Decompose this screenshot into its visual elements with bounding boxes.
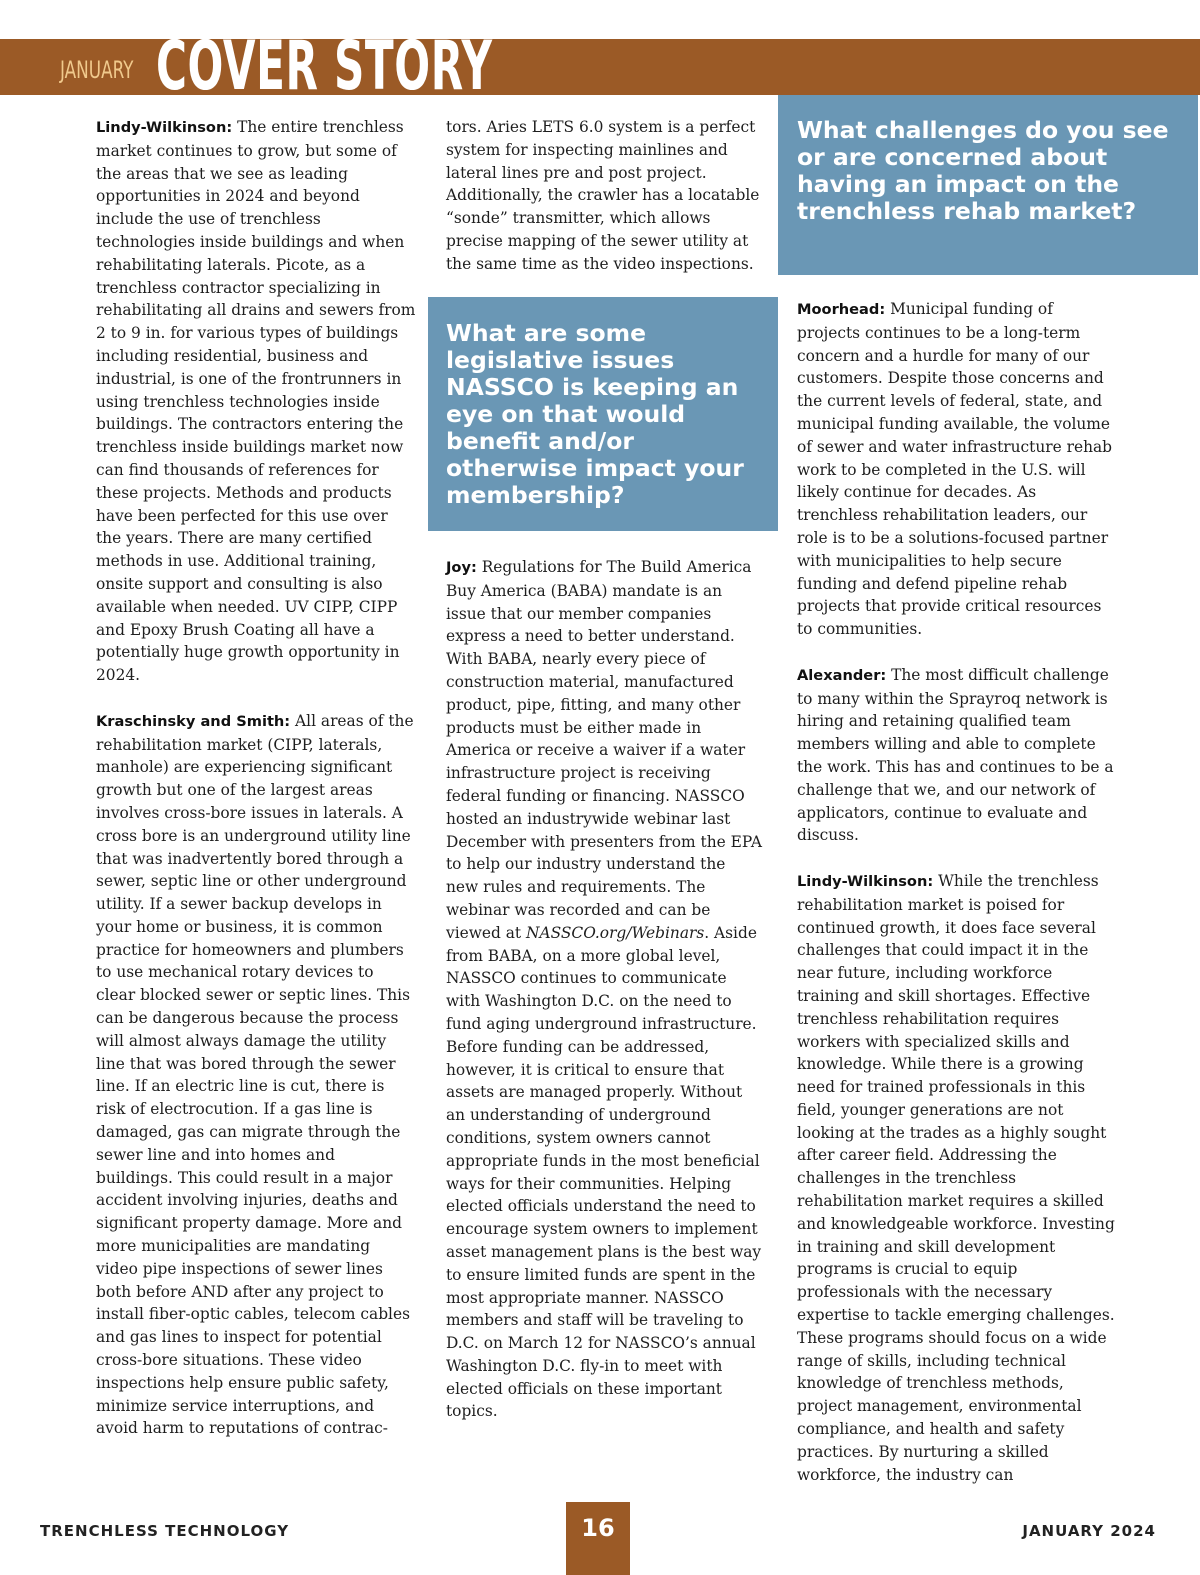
question-box-legislative: What are some legislative issues NASSCO is keeping an eye on that would benefit and/or otherwise impact your membership? <box>428 297 778 531</box>
column-3 <box>797 298 1115 1486</box>
question-box-challenges: What challenges do you see or are concerned about having an impact on the trenchless rehab market? <box>778 95 1198 275</box>
page-number: 16 <box>566 1502 630 1575</box>
paragraph <box>797 298 1115 641</box>
column-2-answer <box>446 556 762 1423</box>
paragraph <box>797 664 1115 847</box>
banner-section-title: COVER STORY <box>156 27 493 106</box>
speaker-name: Joy: <box>446 559 477 576</box>
speaker-name: Kraschinsky and Smith: <box>96 712 291 730</box>
webinar-reference: NASSCO.org/Webinars <box>526 923 705 942</box>
paragraph-text: The most difficult challenge to many within the Sprayroq network is hiring and retaining qualified team members willing and able to complete the work. This has and continues to be a challenge that we, and our network of applicators, continue to evaluate and discuss. <box>797 665 1114 845</box>
paragraph-text: While the trenchless rehabilitation market is poised for continued growth, it does face several challenges that could impact it in the near future, including workforce training and skill shortages. Effective trenchless rehabilitation requires workers with specialized skills and knowledge. While there is a growing need for trained professionals in this field, younger generations are not looking at the trades as a highly sought after career field. Addressing the challenges in the trenchless rehabilitation market requires a skilled and knowledgeable workforce. Investing in training and skill development programs is crucial to equip professionals with the necessary expertise to tackle emerging challenges. These programs should focus on a wide range of skills, including technical knowledge of trenchless methods, project management, environmental compliance, and health and safety practices. By nurturing a skilled workforce, the industry can <box>797 871 1115 1484</box>
banner-month: JANUARY <box>60 56 134 84</box>
paragraph <box>446 116 762 276</box>
paragraph-text: All areas of the rehabilitation market (CIPP, laterals, manhole) are experiencing significant growth but one of the largest areas involves cross-bore issues in laterals. A cross bore is an underground utility line that was inadvertently bored through a sewer, septic line or other underground utility. If a sewer backup develops in your home or business, it is common practice for homeowners and plumbers to use mechanical rotary devices to clear blocked sewer or septic lines. This can be dangerous because the process will almost always damage the utility line that was bored through the sewer line. If an electric line is cut, there is risk of electrocution. If a gas line is damaged, gas can migrate through the sewer line and into homes and buildings. This could result in a major accident involving injuries, deaths and significant property damage. More and more municipalities are mandating video pipe inspections of sewer lines both before AND after any project to install fiber-optic cables, telecom cables and gas lines to inspect for potential cross-bore situations. These video inspections help ensure public safety, minimize service interruptions, and avoid harm to reputations of contrac- <box>96 711 414 1438</box>
speaker-name: Alexander: <box>797 666 887 684</box>
footer-publication: TRENCHLESS TECHNOLOGY <box>40 1522 290 1540</box>
column-1 <box>96 116 416 1440</box>
paragraph-text: The entire trenchless market continues to grow, but some of the areas that we see as leading opportunities in 2024 and beyond include the use of trenchless technologies inside buildings and when rehabilitating laterals. Picote, as a trenchless contractor specializing in rehabilitating all drains and sewers from 2 to 9 in. for various types of buildings including residential, business and industrial, is one of the frontrunners in using trenchless technologies inside buildings. The contractors entering the trenchless inside buildings market now can find thousands of references for these projects. Methods and products have been perfected for this use over the years. There are many certified methods in use. Additional training, onsite support and consulting is also available when needed. UV CIPP, CIPP and Epoxy Brush Coating all have a potentially huge growth opportunity in 2024. <box>96 118 416 685</box>
paragraph-text: Municipal funding of projects continues to be a long-term concern and a hurdle for many of our customers. Despite those concerns and the current levels of federal, state, and municipal funding available, the volume of sewer and water infrastructure rehab work to be completed in the U.S. will likely continue for decades. As trenchless rehabilitation leaders, our role is to be a solutions-focused partner with municipalities to help secure funding and defend pipeline rehab projects that provide critical resources to communities. <box>797 300 1113 639</box>
paragraph-text: tors. Aries LETS 6.0 system is a perfect system for inspecting mainlines and lateral lines pre and post project. Additionally, the crawler has a locatable “sonde” transmitter, which allows precise mapping of the sewer utility at the same time as the video inspections. <box>446 118 760 273</box>
paragraph <box>96 710 416 1441</box>
section-banner <box>0 27 1200 106</box>
column-2-top <box>446 116 762 276</box>
paragraph <box>797 870 1115 1487</box>
speaker-name: Lindy-Wilkinson: <box>797 872 934 890</box>
paragraph-text: . Aside from BABA, on a more global level, NASSCO continues to communicate with Washington D.C. on the need to fund aging underground infrastructure. Before funding can be addressed, however, it is critical to ensure that assets are managed properly. Without an understanding of underground conditions, system owners cannot appropriate funds in the most beneficial ways for their communities. Helping elected officials understand the need to encourage system owners to implement asset management plans is the best way to ensure limited funds are spent in the most appropriate manner. NASSCO members and staff will be traveling to D.C. on March 12 for NASSCO’s annual Washington D.C. fly-in to meet with elected officials on these important topics. <box>446 923 762 1421</box>
paragraph <box>96 116 416 687</box>
footer-date: JANUARY 2024 <box>1022 1522 1156 1540</box>
paragraph-text: Regulations for The Build America Buy America (BABA) mandate is an issue that our member companies express a need to better understand. With BABA, nearly every piece of construction material, manufactured product, pipe, fitting, and many other products must be either made in America or receive a waiver if a water infrastructure project is receiving federal funding or financing. NASSCO hosted an industrywide webinar last December with presenters from the EPA to help our industry understand the new rules and requirements. The webinar was recorded and can be viewed at <box>446 558 762 942</box>
paragraph <box>446 556 762 1423</box>
speaker-name: Lindy-Wilkinson: <box>96 119 233 136</box>
speaker-name: Moorhead: <box>797 301 886 318</box>
